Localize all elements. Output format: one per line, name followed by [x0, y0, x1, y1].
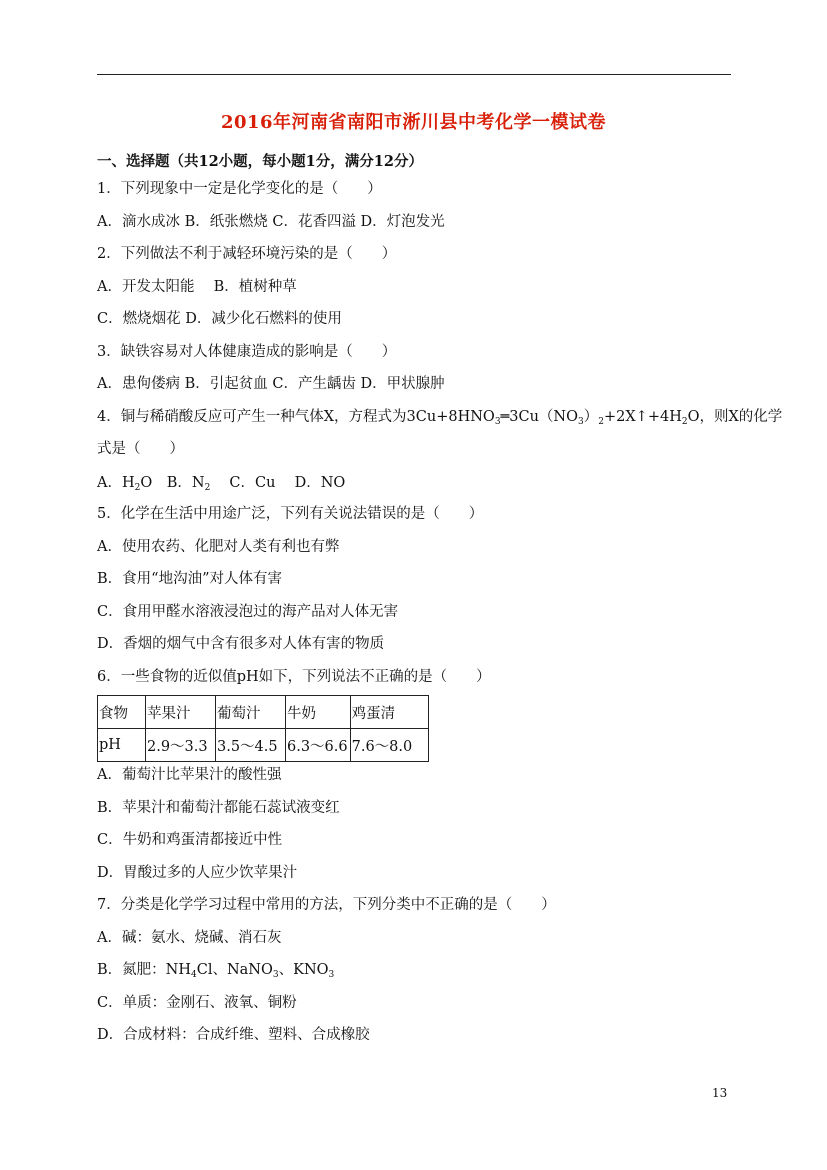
q4-options: A．$H_2O$ B．$N_2$ C．Cu D．NO: [97, 475, 346, 493]
q4-stem-continued: 式是（ ）: [97, 441, 184, 457]
q6-option-b: B．苹果汁和葡萄汁都能石蕊试液变红: [97, 800, 340, 816]
q6-option-c: C．牛奶和鸡蛋清都接近中性: [97, 832, 283, 848]
q7-option-c: C．单质：金刚石、液氧、铜粉: [97, 995, 297, 1011]
q7-stem: 7．分类是化学学习过程中常用的方法，下列分类中不正确的是（ ）: [97, 897, 556, 913]
q2-options-cd: C．燃烧烟花 D．减少化石燃料的使用: [97, 311, 342, 327]
q6-stem: 6．一些食物的近似值pH如下，下列说法不正确的是（ ）: [97, 669, 491, 685]
table-cell: 牛奶: [286, 696, 351, 729]
table-cell: 2.9～3.3: [146, 729, 216, 762]
q3-options: A．患佝偻病 B．引起贫血 C．产生龋齿 D．甲状腺肿: [97, 376, 445, 392]
table-cell: 苹果汁: [146, 696, 216, 729]
ph-table: [97, 695, 429, 762]
table-cell: 葡萄汁: [216, 696, 286, 729]
section-heading: 一、选择题（共12小题，每小题1分，满分12分）: [97, 153, 423, 170]
table-cell: 7.6～8.0: [350, 729, 428, 762]
q5-option-b: B．食用“地沟油”对人体有害: [97, 571, 282, 587]
q5-option-c: C．食用甲醛水溶液浸泡过的海产品对人体无害: [97, 604, 399, 620]
table-cell: 食物: [98, 696, 146, 729]
q6-option-d: D．胃酸过多的人应少饮苹果汁: [97, 865, 298, 881]
q5-option-a: A．使用农药、化肥对人类有利也有弊: [97, 539, 340, 555]
q3-stem: 3．缺铁容易对人体健康造成的影响是（ ）: [97, 344, 397, 360]
table-row: [98, 729, 429, 762]
table-cell: 鸡蛋清: [350, 696, 428, 729]
q1-options: A．滴水成冰 B．纸张燃烧 C．花香四溢 D．灯泡发光: [97, 214, 445, 230]
q4-stem: 4．铜与稀硝酸反应可产生一种气体X，方程式为$3Cu+8HNO_3═3Cu(NO_3)_2+2X↑+4H_2O$，则X的化学: [97, 409, 783, 427]
q1-stem: 1．下列现象中一定是化学变化的是（ ）: [97, 181, 382, 197]
table-cell: pH: [98, 729, 146, 762]
table-row: [98, 696, 429, 729]
q2-stem: 2．下列做法不利于减轻环境污染的是（ ）: [97, 246, 397, 262]
q7-option-b: B．氮肥：$NH_4Cl$、NaNO$_3$、$KNO_3$: [97, 962, 335, 980]
q5-option-d: D．香烟的烟气中含有很多对人体有害的物质: [97, 636, 385, 652]
table-cell: 6.3～6.6: [286, 729, 351, 762]
page-title: 2016年河南省南阳市淅川县中考化学一模试卷: [220, 112, 607, 133]
q6-option-a: A．葡萄汁比苹果汁的酸性强: [97, 767, 282, 783]
q7-option-a: A．碱：氨水、烧碱、消石灰: [97, 930, 282, 946]
header-rule: [97, 74, 731, 75]
table-cell: 3.5～4.5: [216, 729, 286, 762]
q5-stem: 5．化学在生活中用途广泛，下列有关说法错误的是（ ）: [97, 506, 484, 522]
page-number: 13: [712, 1086, 728, 1100]
q7-option-d: D．合成材料：合成纤维、塑料、合成橡胶: [97, 1027, 370, 1043]
q2-options-ab: A．开发太阳能 B．植树种草: [97, 279, 297, 295]
